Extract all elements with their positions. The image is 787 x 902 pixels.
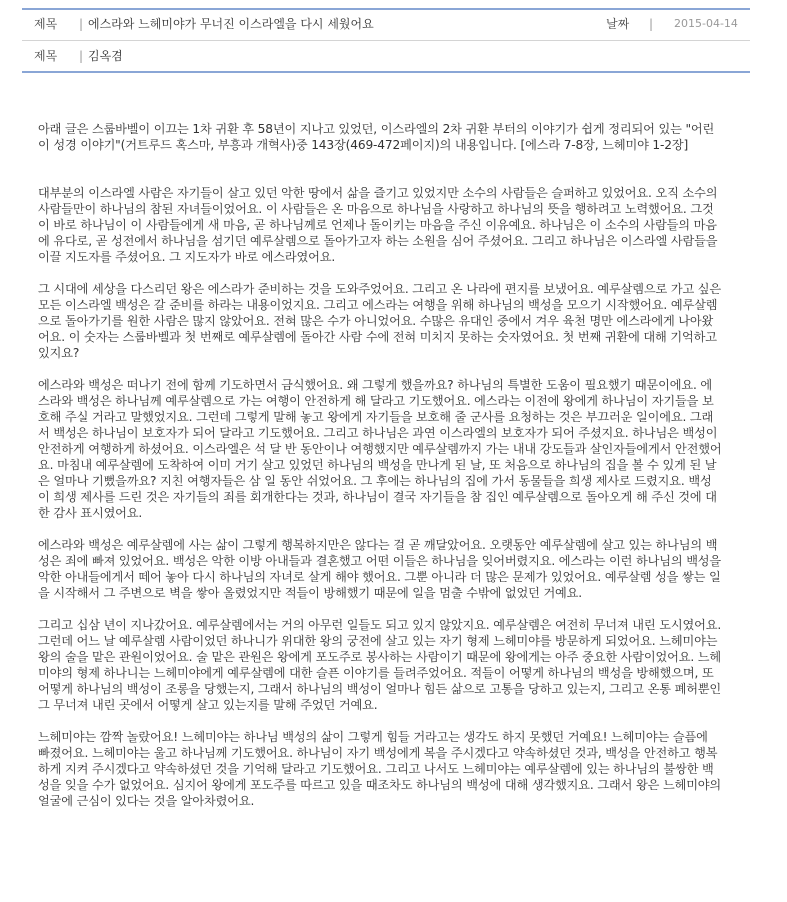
- body-paragraph: 에스라와 백성은 예루살렘에 사는 삶이 그렇게 행복하지만은 않다는 걸 곧 깨달았어요. 오랫동안 예루살렘에 살고 있는 하나님의 백성은 죄에 빠져 있었어요. 백성은 악한 이방 아내들과 결혼했고 어떤 이들은 하나님을 잊어버렸지요. 에스라는 이런 하나님의 백성을 악한 아내들에게서 떼어 놓아 다시 하나님의 자녀로 살게 해야 했어요. 그뿐 아니라 더 많은 문제가 있었어요. 예루살렘 성을 쌓는 일을 시작해서 그 주변으로 벽을 쌓아 올렸었지만 적들이 방해했기 때문에 일을 멈출 수밖에 없었던 거예요.: [38, 538, 722, 600]
- header-divider: [22, 40, 750, 41]
- body-paragraph: 에스라와 백성은 떠나기 전에 함께 기도하면서 금식했어요. 왜 그렇게 했을까요? 하나님의 특별한 도움이 필요했기 때문이에요. 에스라와 백성은 하나님께 예루살렘으로 가는 여행이 안전하게 해 달라고 기도했어요. 에스라는 이전에 왕에게 하나님이 자기들을 보호해 주실 거라고 말했었지요. 그런데 그렇게 말해 놓고 왕에게 자기들을 보호해 줄 군사를 요청하는 것은 부끄러운 일이에요. 그래서 백성은 하나님이 보호자가 되어 달라고 기도했어요. 그리고 하나님은 과연 이스라엘의 보호자가 되어 주셨지요. 하나님은 백성이 안전하게 여행하게 하셨어요. 이스라엘은 석 달 반 동안이나 여행했지만 예루살렘까지 가는 내내 강도들과 살인자들에게서 안전했어요. 마침내 예루살렘에 도착하여 이미 거기 살고 있었던 하나님의 백성을 만나게 된 날, 또 처음으로 하나님의 집을 볼 수 있게 된 날은 얼마나 기뻤을까요? 지친 여행자들은 삼 일 동안 쉬었어요. 그 후에는 하나님의 집에 가서 동물들을 희생 제사로 드렸지요. 백성이 희생 제사를 드린 것은 자기들의 죄를 회개한다는 것과, 하나님이 결국 자기들을 참 집인 예루살렘으로 돌아오게 해 주신 것에 대한 감사 표시였어요.: [38, 378, 722, 520]
- post-date: 2015-04-14: [674, 17, 738, 30]
- title-separator: |: [79, 17, 84, 31]
- author-row: [22, 42, 750, 70]
- body-paragraph: 그 시대에 세상을 다스리던 왕은 에스라가 준비하는 것을 도와주었어요. 그리고 온 나라에 편지를 보냈어요. 예루살렘으로 가고 싶은 모든 이스라엘 백성은 갈 준비를 하라는 내용이었지요. 그리고 에스라는 여행을 위해 하나님의 백성을 모으기 시작했어요. 예루살렘으로 돌아가기를 원한 사람은 많지 않았어요. 전혀 많은 수가 아니었어요. 수많은 유대인 중에서 겨우 육천 명만 에스라에게 나아왔어요. 이 숫자는 스룹바벨과 첫 번째로 예루살렘에 돌아간 사람 수에 전혀 미치지 못하는 숫자였어요. 첫 번째 귀환에 대해 기억하고 있지요?: [38, 282, 722, 360]
- date-separator: |: [649, 17, 654, 31]
- body-paragraph: 느헤미야는 깜짝 놀랐어요! 느헤미야는 하나님 백성의 삶이 그렇게 힘들 거라고는 생각도 하지 못했던 거예요! 느헤미야는 슬픔에 빠졌어요. 느헤미야는 울고 하나님께 기도했어요. 하나님이 자기 백성에게 복을 주시겠다고 약속하셨던 것과, 백성을 안전하고 행복하게 지켜 주시겠다고 약속하셨던 것을 기억해 달라고 기도했어요. 그리고 나서도 느헤미야는 예루살렘에 있는 하나님의 불쌍한 백성을 잊을 수가 없었어요. 심지어 왕에게 포도주를 따르고 있을 때조차도 하나님의 백성에 대해 생각했지요. 그래서 왕은 느헤미야의 얼굴에 근심이 있다는 것을 알아차렸어요.: [38, 730, 722, 808]
- author-separator: |: [79, 49, 84, 63]
- body-paragraph: 그리고 십삼 년이 지나갔어요. 예루살렘에서는 거의 아무런 일들도 되고 있지 않았지요. 예루살렘은 여전히 무너져 내린 도시였어요. 그런데 어느 날 예루살렘 사람이었던 하나니가 위대한 왕의 궁전에 살고 있는 자기 형제 느헤미야를 방문하게 되었어요. 느헤미야는 왕의 술을 맡은 관원이었어요. 술 맡은 관원은 왕에게 포도주로 봉사하는 사람이기 때문에 왕에게는 아주 중요한 사람이었어요. 느헤미야의 형제 하나니는 느헤미야에게 예루살렘에 대한 슬픈 이야기를 들려주었어요. 적들이 어떻게 하나님의 백성을 방해했으며, 또 어떻게 하나님의 백성이 조롱을 당했는지, 그래서 하나님의 백성이 얼마나 힘든 삶으로 고통을 당하고 있는지, 그리고 온통 폐허뿐인 그 무너져 내린 곳에서 어떻게 살고 있는지를 말해 주었던 거예요.: [38, 618, 722, 712]
- post-author: 김옥겸: [88, 49, 123, 63]
- title-row: [22, 10, 750, 38]
- date-label: 날짜: [606, 17, 630, 31]
- header-bottom-rule: [22, 71, 750, 73]
- post-title: 에스라와 느헤미야가 무너진 이스라엘을 다시 세웠어요: [88, 17, 374, 31]
- title-label: 제목: [34, 17, 58, 31]
- author-label: 제목: [34, 49, 58, 63]
- body-paragraph: 대부분의 이스라엘 사람은 자기들이 살고 있던 악한 땅에서 삶을 즐기고 있었지만 소수의 사람들은 슬퍼하고 있었어요. 오직 소수의 사람들만이 하나님의 참된 자녀들이었어요. 이 사람들은 온 마음으로 하나님을 사랑하고 하나님의 뜻을 행하려고 노력했어요. 그것이 바로 하나님이 이 사람들에게 새 마음, 곧 하나님께로 언제나 돌이키는 마음을 주신 이유예요. 하나님은 이 소수의 사람들의 마음에 유다로, 곧 성전에서 하나님을 섬기던 예루살렘으로 돌아가고자 하는 소원을 심어 주셨어요. 그리고 하나님은 이스라엘 사람들을 이끌 지도자를 주셨어요. 그 지도자가 바로 에스라였어요.: [38, 186, 718, 264]
- article-body: [38, 121, 722, 825]
- intro-paragraph: 아래 글은 스룹바벨이 이끄는 1차 귀환 후 58년이 지나고 있었던, 이스라엘의 2차 귀환 부터의 이야기가 쉽게 정리되어 있는 "어린이 성경 이야기"(거트루드 혹스마, 부흥과 개혁사)중 143장(469-472페이지)의 내용입니다. [에스라 7-8장, 느헤미야 1-2장]: [38, 122, 715, 152]
